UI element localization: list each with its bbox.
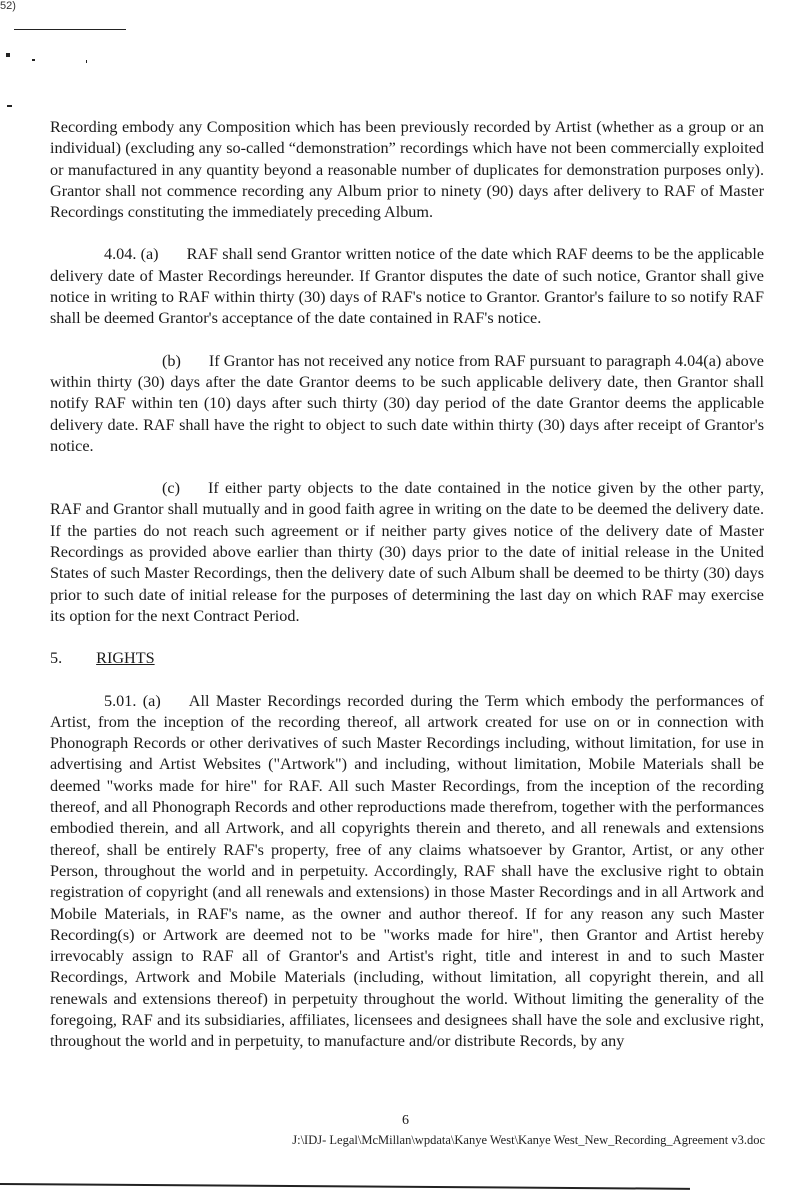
paragraph-label: (c): [162, 479, 180, 498]
scan-speck: [7, 105, 12, 107]
top-rule-divider: [14, 29, 126, 30]
section-number: 5.: [50, 649, 63, 668]
bottom-rule-divider: [0, 1183, 690, 1190]
paragraph-text: All Master Recordings recorded during the Term which embody the performances of Artist, from the inception of the recording thereof, all artwork created for use on or in connection with Phonograph Records or other derivatives of such Master Recordings including, without limitation, for use in advertising and Artist Websites ("Artwork") and including, without limitation, Mobile Materials shall be deemed "works made for hire" for RAF. All such Master Recordings, from the inception of the recording thereof, and all Phonograph Records and other reproductions made therefrom, together with the performances embodied therein, and all Artwork, and all copyrights therein and thereto, and all renewals and extensions thereof, shall be entirely RAF's property, free of any claims whatsoever by Grantor, Artist, or any other Person, throughout the world and in perpetuity. Accordingly, RAF shall have the exclusive right to obtain registration of copyright (and all renewals and extensions) in those Master Recordings and in all Artwork and Mobile Materials, in RAF's name, as the owner and author thereof. If for any reason any such Master Recording(s) or Artwork are deemed not to be "works made for hire", then Grantor and Artist hereby irrevocably assign to RAF all of Grantor's and Artist's right, title and interest in and to such Master Recordings, Artwork and Mobile Materials (including, without limitation, all copyright therein, and all renewals and extensions thereof) in perpetuity throughout the world. Without limiting the generality of the foregoing, RAF and its subsidiaries, affiliates, licensees and designees shall have the sole and exclusive right, throughout the world and in perpetuity, to manufacture and/or distribute Records, by any: [50, 691, 764, 1051]
paragraph-label: (b): [162, 351, 181, 370]
scan-speck: [86, 60, 87, 63]
section-heading: [50, 648, 764, 669]
paragraph-label: 5.01. (a): [104, 691, 161, 710]
scan-speck: [32, 59, 35, 61]
paragraph-text: RAF shall send Grantor written notice of the date which RAF deems to be the applicable delivery date of Master Recordings hereunder. If Grantor disputes the date of such notice, Grantor shall give notice in writing to RAF within thirty (30) days of RAF's notice to Grantor. Grantor's failure to so notify RAF shall be deemed Grantor's acceptance of the date contained in RAF's notice.: [50, 245, 765, 328]
paragraph-continuation: Recording embody any Composition which has been previously recorded by Artist (whether as a group or an individual) (excluding any so-called “demonstration” recordings which have not been commercially exploited or manufactured in any quantity beyond a reasonable number of duplicates for demonstration purposes only). Grantor shall not commence recording any Album prior to ninety (90) days after delivery to RAF of Master Recordings constituting the immediately preceding Album.: [50, 118, 764, 222]
document-body: [50, 117, 764, 1053]
section-title: RIGHTS: [96, 649, 155, 668]
paragraph-5-01-a: [50, 691, 764, 1053]
scan-speck: [6, 53, 10, 57]
paragraph-text: If either party objects to the date contained in the notice given by the other party, RAF and Grantor shall mutually and in good faith agree in writing on the date to be deemed the delivery date. If the parties do not reach such agreement or if neither party gives notice of the delivery date of Master Recordings as provided above earlier than thirty (30) days prior to the date of initial release in the United States of such Master Recordings, then the delivery date of such Album shall be deemed to be thirty (30) days prior to such date of initial release for the purposes of determining the last day on which RAF may exercise its option for the next Contract Period.: [50, 479, 764, 625]
paragraph-4-04-b: [50, 351, 764, 457]
paragraph-text: If Grantor has not received any notice from RAF pursuant to paragraph 4.04(a) above within thirty (30) days after the date Grantor deems to be such applicable delivery date, then Grantor shall notify RAF within ten (10) days after such thirty (30) day period of the date Grantor deems the applicable delivery date. RAF shall have the right to object to such date within thirty (30) days after receipt of Grantor's notice.: [50, 351, 764, 455]
paragraph-4-04-c: [50, 478, 764, 627]
footer-file-path: J:\IDJ- Legal\McMillan\wpdata\Kanye West\Kanye West_New_Recording_Agreement v3.doc: [292, 1133, 765, 1147]
page-corner-label: 52): [0, 0, 16, 12]
paragraph-4-04-a: [50, 244, 764, 329]
page-number: 6: [402, 1113, 409, 1128]
paragraph-label: 4.04. (a): [104, 245, 159, 264]
